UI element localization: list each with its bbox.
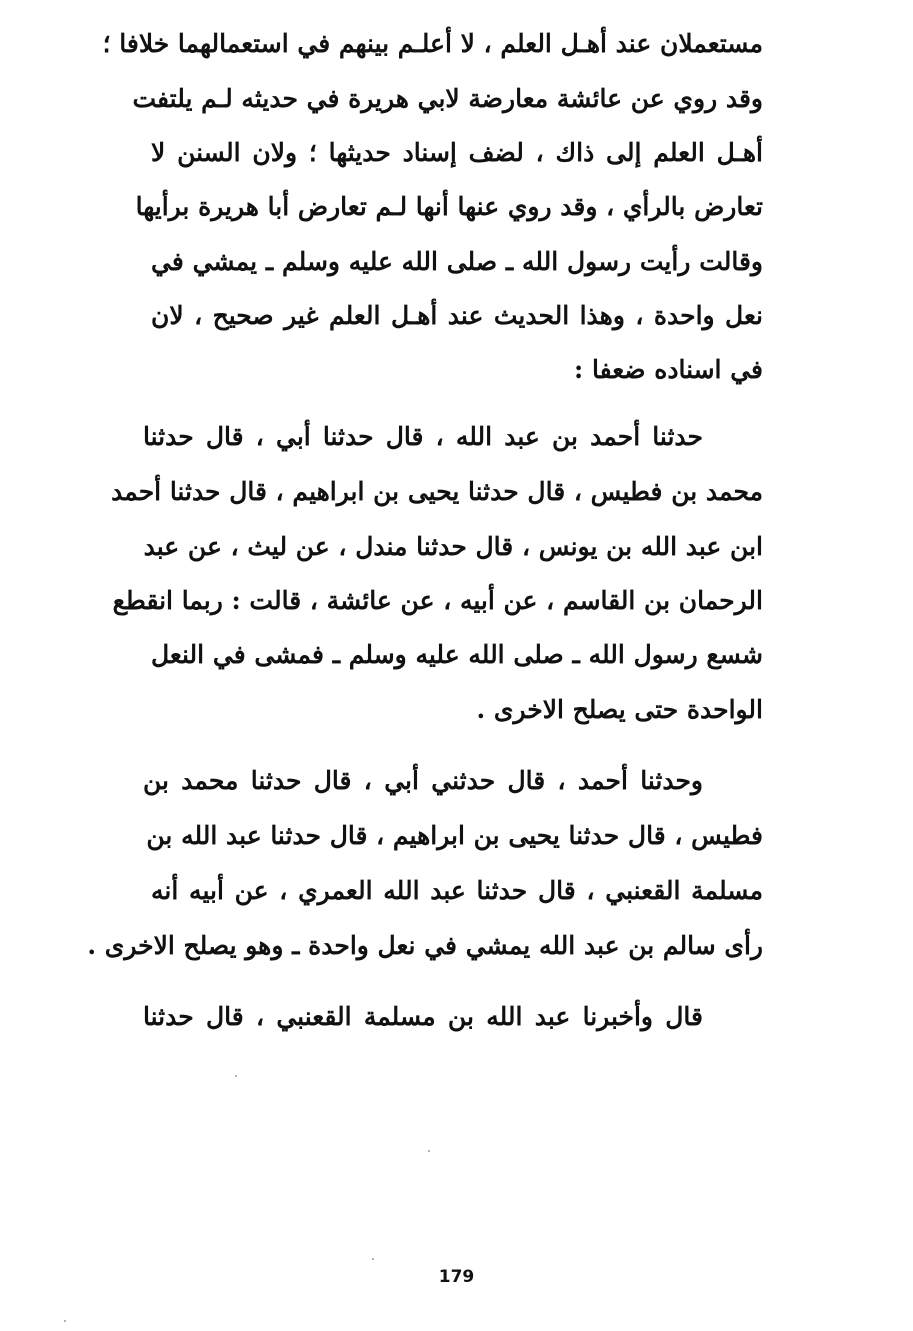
text-line: مستعملان عند أهـل العلم ، لا أعلـم بينهم في استعمالهما خلافا ؛ xyxy=(102,29,763,58)
page-number: 179 xyxy=(438,1267,475,1287)
text-line: محمد بن فطيس ، قال حدثنا يحيى بن ابراهيم ، قال حدثنا أحمد xyxy=(111,477,763,506)
text-line: مسلمة القعنبي ، قال حدثنا عبد الله العمري ، عن أبيه أنه xyxy=(151,876,763,905)
scan-speck xyxy=(64,1320,66,1322)
text-line: قال وأخبرنا عبد الله بن مسلمة القعنبي ، قال حدثنا xyxy=(143,1002,703,1031)
text-line: وحدثنا أحمد ، قال حدثني أبي ، قال حدثنا محمد بن xyxy=(143,766,703,795)
text-line: نعل واحدة ، وهذا الحديث عند أهـل العلم غير صحيح ، لان xyxy=(151,301,763,330)
text-line: شسع رسول الله ـ صلى الله عليه وسلم ـ فمشى في النعل xyxy=(151,640,763,669)
text-line: ابن عبد الله بن يونس ، قال حدثنا مندل ، عن ليث ، عن عبد xyxy=(143,532,763,561)
text-line: أهـل العلم إلى ذاك ، لضف إسناد حديثها ؛ ولان السنن لا xyxy=(151,138,763,167)
text-line: رأى سالم بن عبد الله يمشي في نعل واحدة ـ وهو يصلح الاخرى . xyxy=(87,931,763,960)
text-line: تعارض بالرأي ، وقد روي عنها أنها لـم تعارض أبا هريرة برأيها xyxy=(135,192,763,221)
text-line: حدثنا أحمد بن عبد الله ، قال حدثنا أبي ، قال حدثنا xyxy=(143,422,703,451)
text-line: الواحدة حتى يصلح الاخرى . xyxy=(476,695,763,724)
text-line: الرحمان بن القاسم ، عن أبيه ، عن عائشة ، قالت : ربما انقطع xyxy=(112,586,763,615)
text-line: في اسناده ضعفا : xyxy=(574,355,763,384)
text-line: وقالت رأيت رسول الله ـ صلى الله عليه وسلم ـ يمشي في xyxy=(151,247,763,276)
scan-speck xyxy=(235,1075,237,1077)
text-line: وقد روي عن عائشة معارضة لابي هريرة في حديثه لـم يلتفت xyxy=(132,84,763,113)
text-line: فطيس ، قال حدثنا يحيى بن ابراهيم ، قال حدثنا عبد الله بن xyxy=(146,821,763,850)
scan-speck xyxy=(428,1150,430,1152)
scan-speck xyxy=(372,1258,374,1260)
